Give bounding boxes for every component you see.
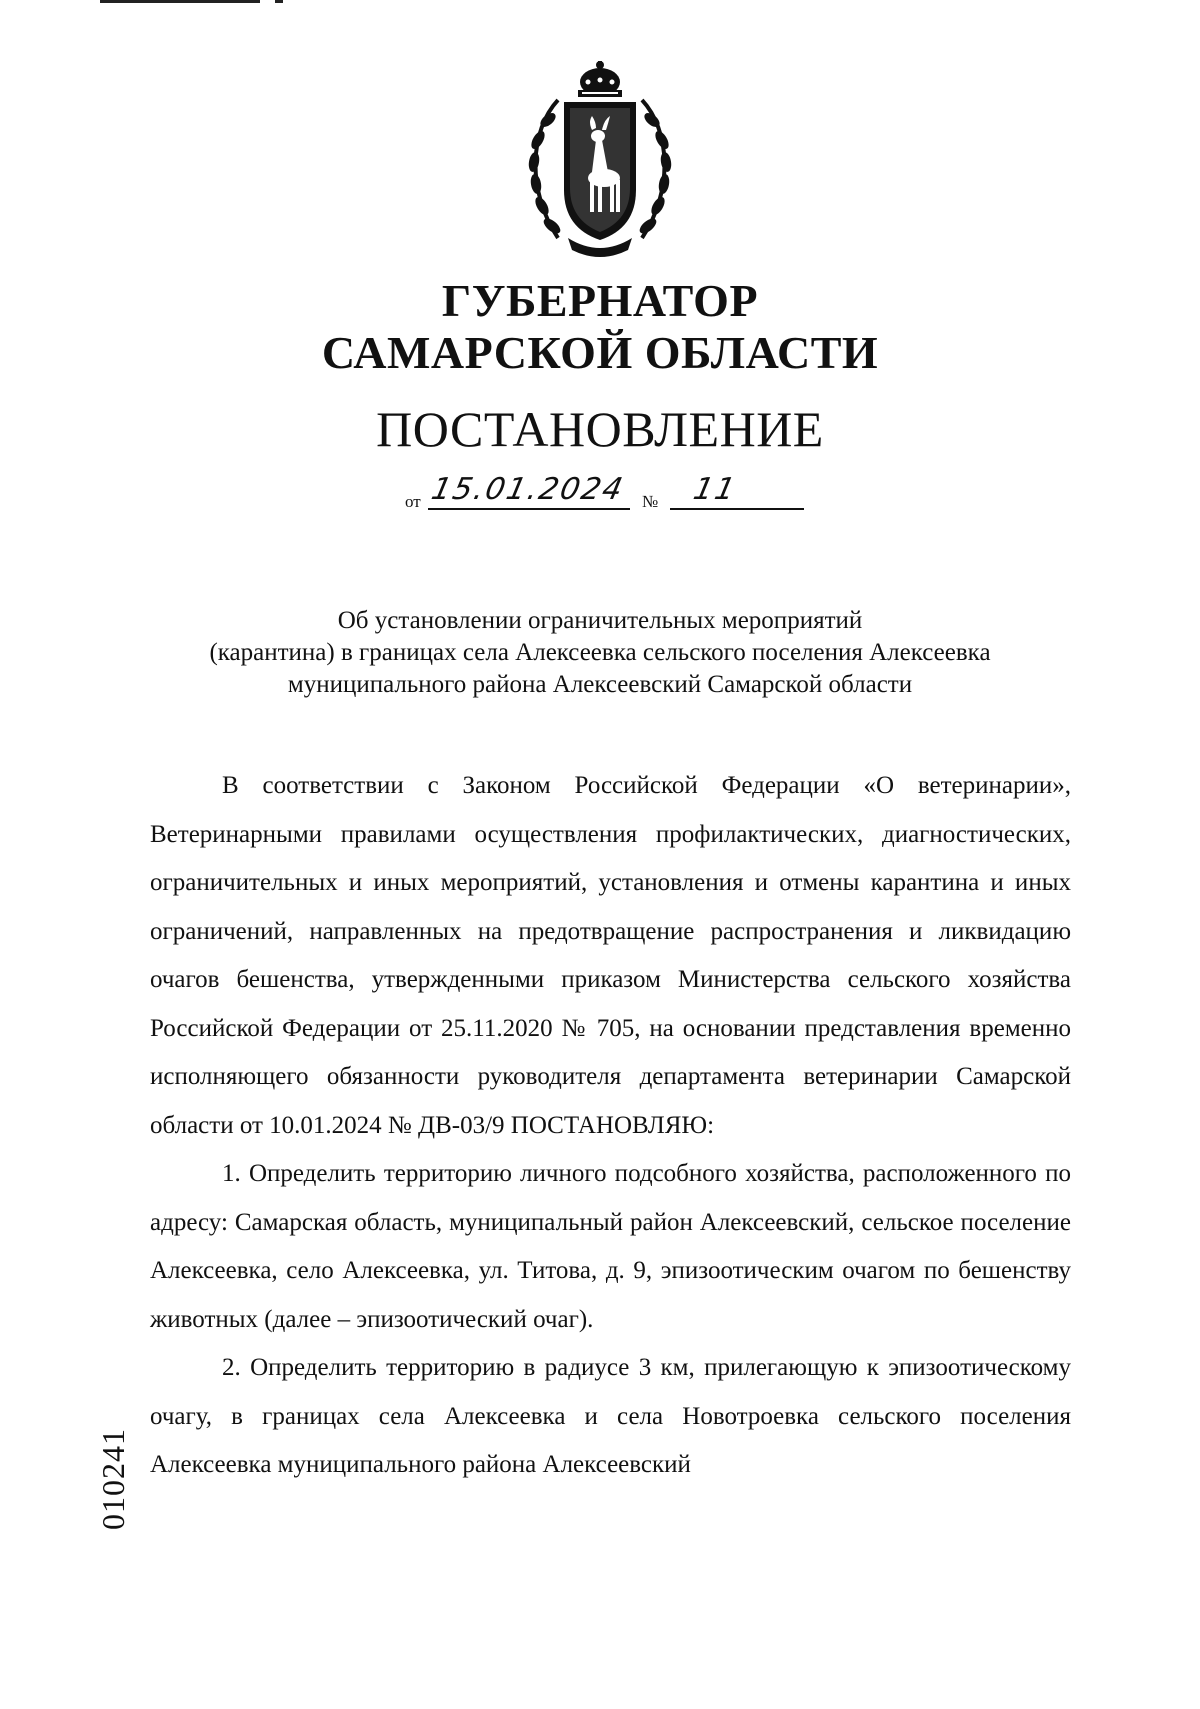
organization-title-line-2: САМАРСКОЙ ОБЛАСТИ [321, 327, 879, 378]
organization-title-line-1: ГУБЕРНАТОР [441, 275, 759, 326]
handwritten-date: 15.01.2024 [428, 472, 628, 507]
subject-line: муниципального района Алексеевский Самарской области [287, 671, 913, 698]
document-type-title: ПОСТАНОВЛЕНИЕ [376, 401, 824, 457]
scan-edge-mark [275, 0, 283, 3]
serial-number: 010241 [95, 1428, 131, 1530]
document-body [150, 762, 1071, 1490]
body-paragraph-item-2: 2. Определить территорию в радиусе 3 км, прилегающую к эпизоотическому очагу, в границах села Алексеевка и села Новотроевка сельского поселения Алексеевка муниципального района Алексеевский [150, 1354, 1071, 1478]
samara-coat-of-arms-icon [518, 60, 682, 260]
date-number-line [400, 474, 810, 514]
subject-line: (карантина) в границах села Алексеевка сельского поселения Алексеевка [209, 639, 991, 666]
subject-line: Об установлении ограничительных мероприятий [337, 607, 863, 634]
scan-edge-mark [100, 0, 260, 3]
body-paragraph-preamble: В соответствии с Законом Российской Федерации «О ветеринарии», Ветеринарными правилами осуществления профилактических, диагностических, ограничительных и иных мероприятий, установления и отмены карантина и иных ограничений, направленных на предотвращение распространения и ликвидацию очагов бешенства, утвержденными приказом Министерства сельского хозяйства Российской Федерации от 25.11.2020 № 705, на основании представления временно исполняющего обязанности руководителя департамента ветеринарии Самарской области от 10.01.2024 № ДВ-03/9 ПОСТАНОВЛЯЮ: [150, 772, 1071, 1139]
date-field [428, 474, 630, 510]
number-field [670, 474, 804, 510]
handwritten-number: 11 [690, 472, 740, 507]
document-subject [100, 605, 1100, 701]
date-from-label: от [405, 492, 421, 511]
number-label: № [642, 492, 659, 511]
body-paragraph-item-1: 1. Определить территорию личного подсобного хозяйства, расположенного по адресу: Самарская область, муниципальный район Алексеевский, сельское поселение Алексеевка, село Алексеевка, ул. Титова, д. 9, эпизоотическим очагом по бешенству животных (далее – эпизоотический очаг). [150, 1160, 1071, 1333]
